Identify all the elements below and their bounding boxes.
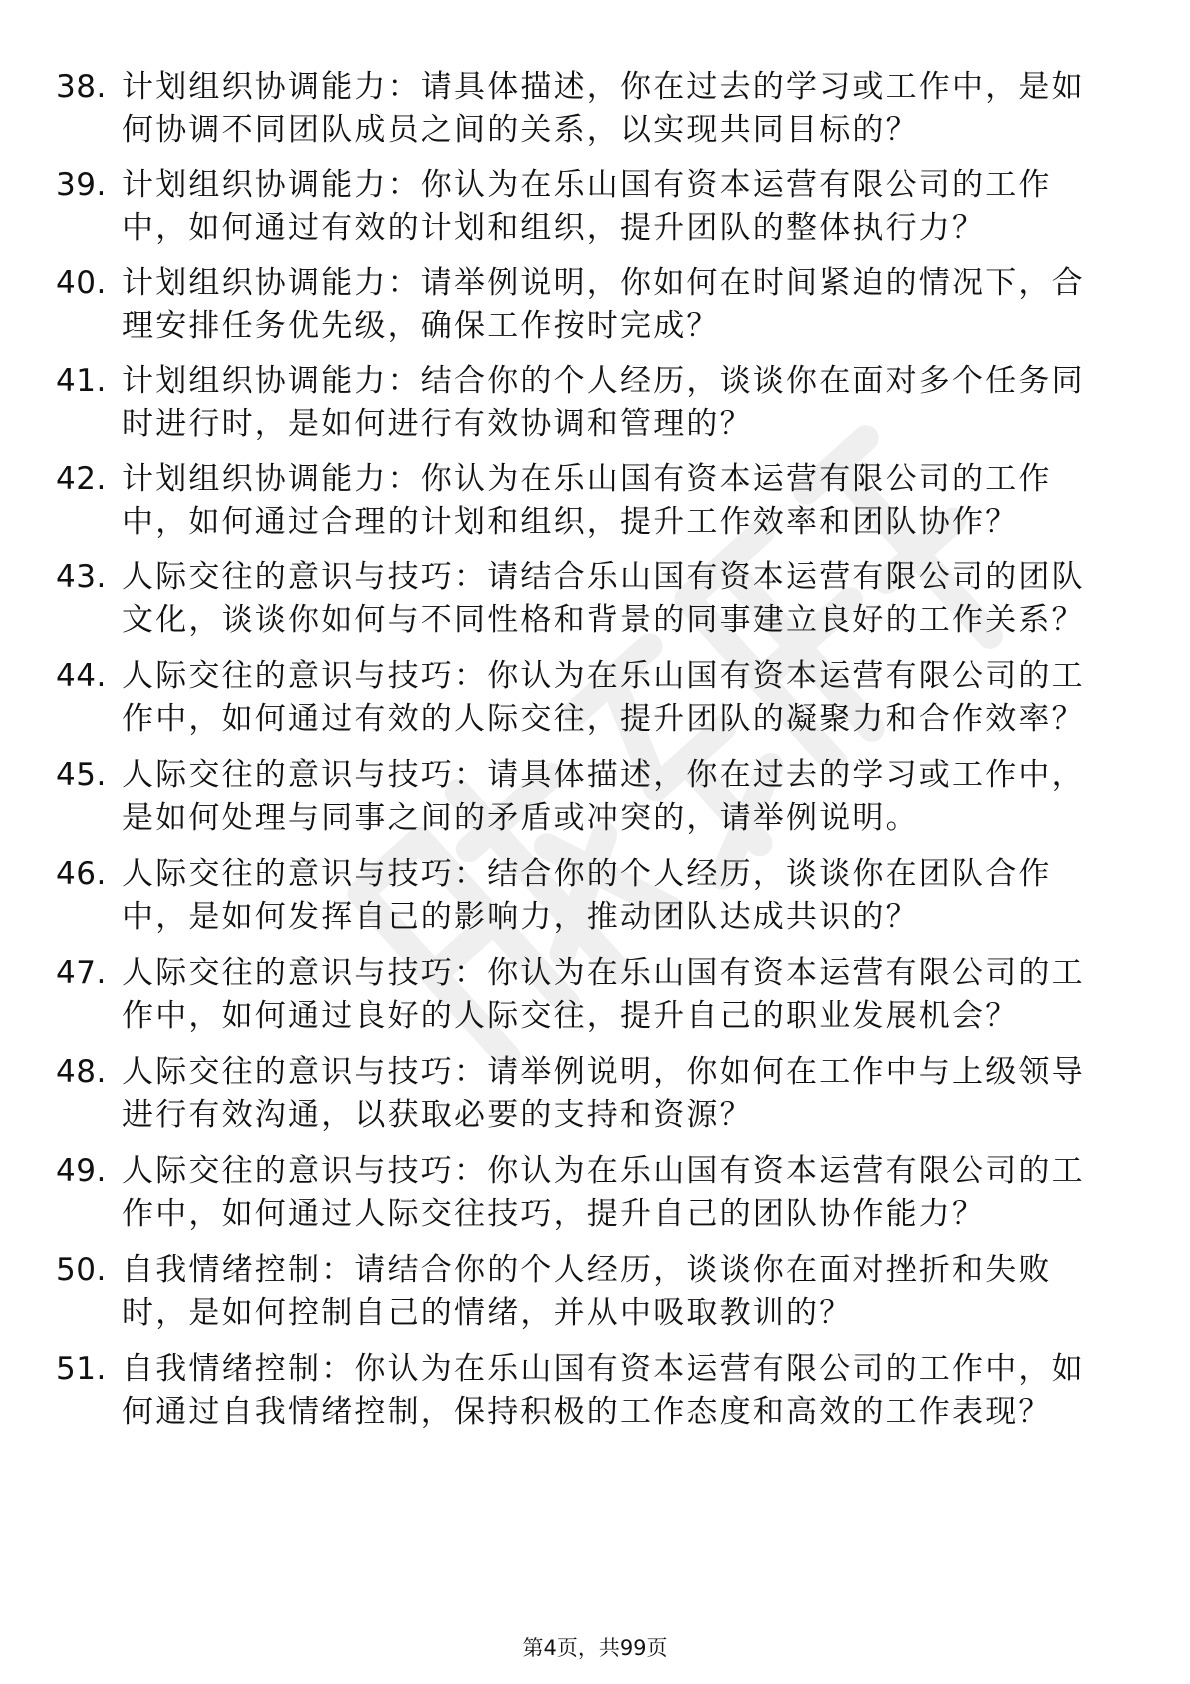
page-footer xyxy=(0,1634,1190,1662)
question-item xyxy=(0,262,1190,348)
question-number: 50. xyxy=(56,1252,107,1288)
question-text: 自我情绪控制：请结合你的个人经历，谈谈你在面对挫折和失败时，是如何控制自己的情绪，并从中吸取教训的？ xyxy=(122,1252,1052,1331)
question-text: 计划组织协调能力：你认为在乐山国有资本运营有限公司的工作中，如何通过合理的计划和组织，提升工作效率和团队协作？ xyxy=(122,461,1052,540)
question-number: 47. xyxy=(56,955,107,991)
question-text: 计划组织协调能力：请具体描述，你在过去的学习或工作中，是如何协调不同团队成员之间的关系，以实现共同目标的？ xyxy=(122,69,1085,148)
question-text: 人际交往的意识与技巧：结合你的个人经历，谈谈你在团队合作中，是如何发挥自己的影响力，推动团队达成共识的？ xyxy=(122,856,1052,935)
question-text: 计划组织协调能力：请举例说明，你如何在时间紧迫的情况下，合理安排任务优先级，确保工作按时完成？ xyxy=(122,265,1085,344)
question-item xyxy=(0,1348,1190,1434)
question-item xyxy=(0,1150,1190,1236)
question-number: 46. xyxy=(56,856,107,892)
question-number: 38. xyxy=(56,69,107,105)
question-number: 41. xyxy=(56,363,107,399)
question-number: 48. xyxy=(56,1054,107,1090)
question-item xyxy=(0,952,1190,1038)
question-item xyxy=(0,655,1190,741)
question-text: 人际交往的意识与技巧：请举例说明，你如何在工作中与上级领导进行有效沟通，以获取必要的支持和资源？ xyxy=(122,1054,1085,1133)
question-number: 40. xyxy=(56,265,107,301)
question-text: 人际交往的意识与技巧：你认为在乐山国有资本运营有限公司的工作中，如何通过有效的人际交往，提升团队的凝聚力和合作效率？ xyxy=(122,658,1085,737)
question-text: 人际交往的意识与技巧：你认为在乐山国有资本运营有限公司的工作中，如何通过人际交往技巧，提升自己的团队协作能力？ xyxy=(122,1153,1085,1232)
question-text: 计划组织协调能力：结合你的个人经历，谈谈你在面对多个任务同时进行时，是如何进行有效协调和管理的？ xyxy=(122,363,1085,442)
question-item xyxy=(0,360,1190,446)
question-number: 49. xyxy=(56,1153,107,1189)
question-item xyxy=(0,754,1190,840)
question-item xyxy=(0,853,1190,939)
question-text: 自我情绪控制：你认为在乐山国有资本运营有限公司的工作中，如何通过自我情绪控制，保持积极的工作态度和高效的工作表现？ xyxy=(122,1351,1085,1430)
question-item xyxy=(0,458,1190,544)
question-number: 43. xyxy=(56,559,107,595)
question-item xyxy=(0,66,1190,152)
question-number: 39. xyxy=(56,167,107,203)
question-text: 人际交往的意识与技巧：请结合乐山国有资本运营有限公司的团队文化，谈谈你如何与不同性格和背景的同事建立良好的工作关系？ xyxy=(122,559,1085,638)
question-item xyxy=(0,1051,1190,1137)
question-number: 44. xyxy=(56,658,107,694)
question-item xyxy=(0,164,1190,250)
question-text: 计划组织协调能力：你认为在乐山国有资本运营有限公司的工作中，如何通过有效的计划和组织，提升团队的整体执行力？ xyxy=(122,167,1052,246)
question-text: 人际交往的意识与技巧：你认为在乐山国有资本运营有限公司的工作中，如何通过良好的人际交往，提升自己的职业发展机会？ xyxy=(122,955,1085,1034)
question-item xyxy=(0,1249,1190,1335)
question-number: 45. xyxy=(56,757,107,793)
question-number: 42. xyxy=(56,461,107,497)
question-number: 51. xyxy=(56,1351,107,1387)
question-item xyxy=(0,556,1190,642)
page-number-label: 第4页，共99页 xyxy=(522,1636,668,1660)
question-text: 人际交往的意识与技巧：请具体描述，你在过去的学习或工作中，是如何处理与同事之间的矛盾或冲突的，请举例说明。 xyxy=(122,757,1085,836)
question-list xyxy=(0,66,1190,1447)
